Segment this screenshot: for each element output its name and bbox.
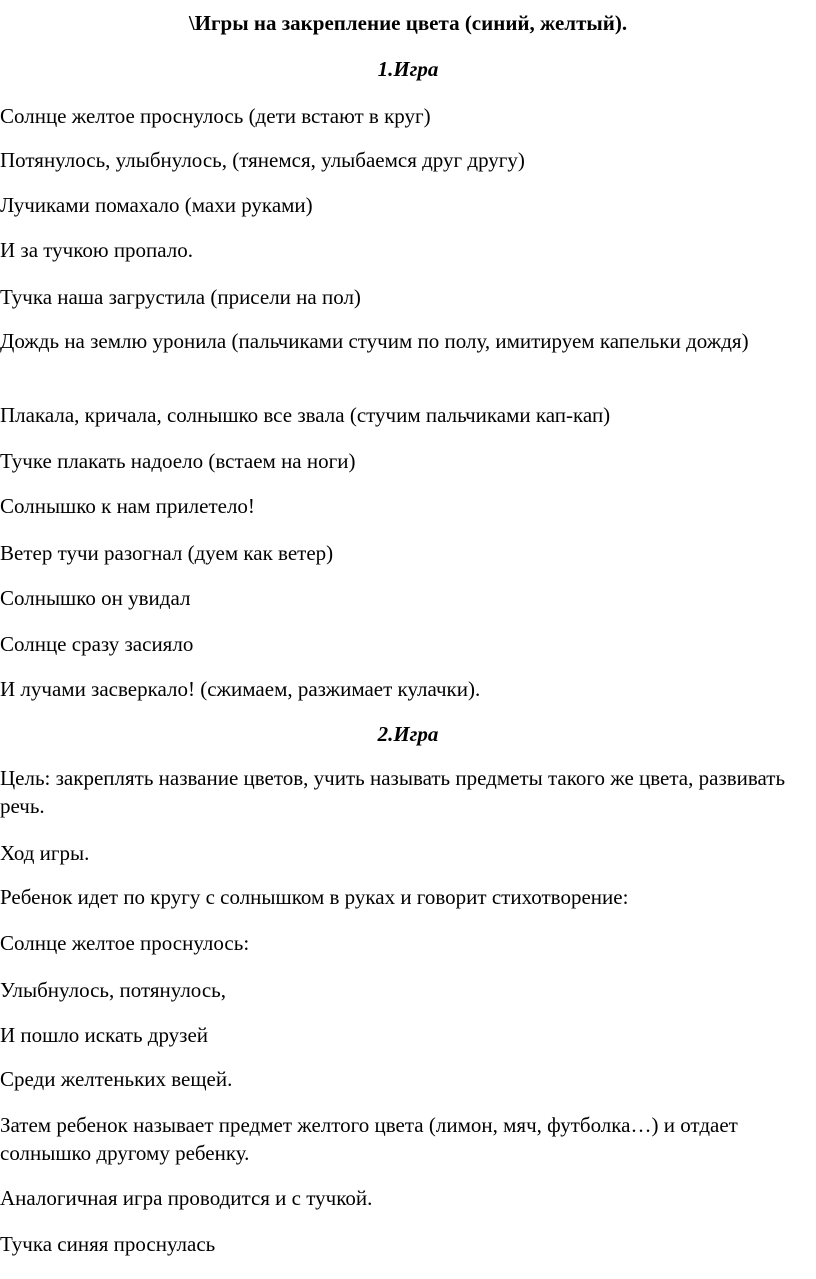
game1-line: Солнце сразу засияло <box>0 632 194 656</box>
game1-line: Ветер тучи разогнал (дуем как ветер) <box>0 541 334 565</box>
game1-line: Солнышко к нам прилетело! <box>0 494 255 518</box>
game1-line: Солнышко он увидал <box>0 586 191 610</box>
game2-line: Солнце желтое проснулось: <box>0 931 250 955</box>
game2-line: Аналогичная игра проводится и с тучкой. <box>0 1186 373 1210</box>
game1-line: Плакала, кричала, солнышко все звала (стучим пальчиками кап-кап) <box>0 403 611 427</box>
game1-line: И лучами засверкало! (сжимаем, разжимает кулачки). <box>0 677 481 701</box>
game2-line: Ход игры. <box>0 841 90 865</box>
game2-line: И пошло искать друзей <box>0 1023 209 1047</box>
document-title: \Игры на закрепление цвета (синий, желтый). <box>188 11 628 35</box>
game1-line: Солнце желтое проснулось (дети встают в круг) <box>0 104 431 128</box>
game2-line: Тучка синяя проснулась <box>0 1232 216 1256</box>
game2-line: Улыбнулось, потянулось, <box>0 978 226 1002</box>
game1-line: И за тучкою пропало. <box>0 238 194 262</box>
game2-line: Ребенок идет по кругу с солнышком в руках и говорит стихотворение: <box>0 885 629 909</box>
game2-heading: 2.Игра <box>377 722 439 746</box>
game1-line: Тучка наша загрустила (присели на пол) <box>0 285 361 309</box>
game1-line: Тучке плакать надоело (встаем на ноги) <box>0 449 356 473</box>
game1-heading: 1.Игра <box>377 57 439 81</box>
game2-line: Цель: закреплять название цветов, учить называть предметы такого же цвета, развивать речь. <box>0 766 786 818</box>
game1-line: Лучиками помахало (махи руками) <box>0 193 313 217</box>
game1-line: Потянулось, улыбнулось, (тянемся, улыбаемся друг другу) <box>0 148 525 172</box>
game2-line: Затем ребенок называет предмет желтого цвета (лимон, мяч, футболка…) и отдает солнышко другому ребенку. <box>0 1113 738 1165</box>
game2-line: Среди желтеньких вещей. <box>0 1067 233 1091</box>
game1-line: Дождь на землю уронила (пальчиками стучим по полу, имитируем капельки дождя) <box>0 329 749 353</box>
